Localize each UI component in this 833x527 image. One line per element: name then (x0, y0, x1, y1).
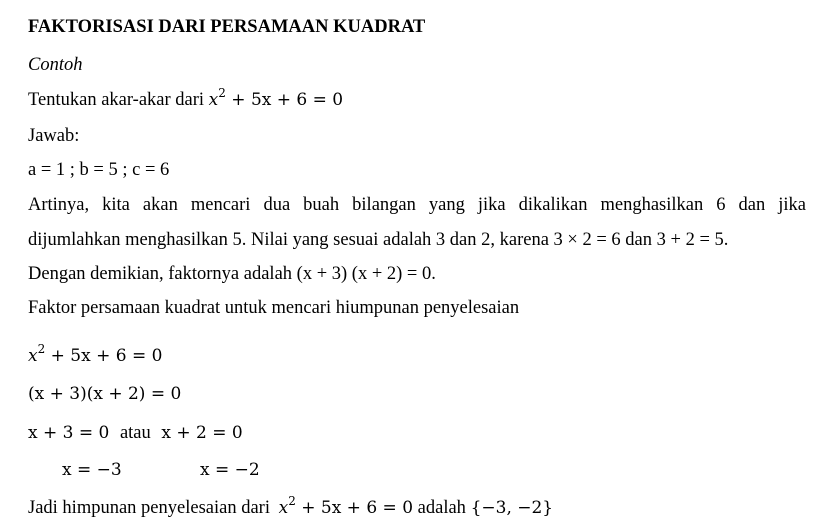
root-1: x = −3 (62, 460, 122, 480)
document-title: FAKTORISASI DARI PERSAMAAN KUADRAT (28, 17, 426, 37)
conclusion-prefix: Jadi himpunan penyelesaian dari (28, 498, 270, 518)
step-3-line (28, 421, 243, 445)
question-text: Tentukan akar-akar dari (28, 90, 205, 110)
conclusion-equation: $x^2 + 5x + 6 = 0$ (278, 494, 414, 518)
explanation-line-3: Dengan demikian, faktornya adalah (x + 3) (x + 2) = 0. (28, 264, 436, 284)
conclusion-middle: adalah (417, 498, 466, 518)
explanation-line-1: Artinya, kita akan mencari dua buah bilangan yang jika dikalikan menghasilkan 6 dan jika (28, 195, 806, 215)
factor-intro: Faktor persamaan kuadrat untuk mencari hiumpunan penyelesaian (28, 298, 520, 318)
answer-label: Jawab: (28, 126, 80, 146)
step-3-left: x + 3 = 0 (28, 423, 110, 443)
step-2-factored: (x + 3)(x + 2) = 0 (28, 384, 182, 404)
step-1-equation: $x^2 + 5x + 6 = 0$ (28, 342, 163, 366)
question-equation: $x^2 + 5x + 6 = 0$ (208, 86, 344, 110)
coefficients-line: a = 1 ; b = 5 ; c = 6 (28, 160, 170, 180)
example-label: Contoh (28, 55, 83, 75)
question-line (28, 88, 343, 112)
solution-set: {−3, −2} (470, 498, 554, 518)
explanation-line-2: dijumlahkan menghasilkan 5. Nilai yang sesuai adalah 3 dan 2, karena 3 × 2 = 6 dan 3 + 2 = 5. (28, 230, 729, 250)
conclusion-line (28, 496, 553, 520)
step-3-connector: atau (119, 423, 151, 443)
root-2: x = −2 (200, 460, 260, 480)
step-3-right: x + 2 = 0 (161, 423, 243, 443)
